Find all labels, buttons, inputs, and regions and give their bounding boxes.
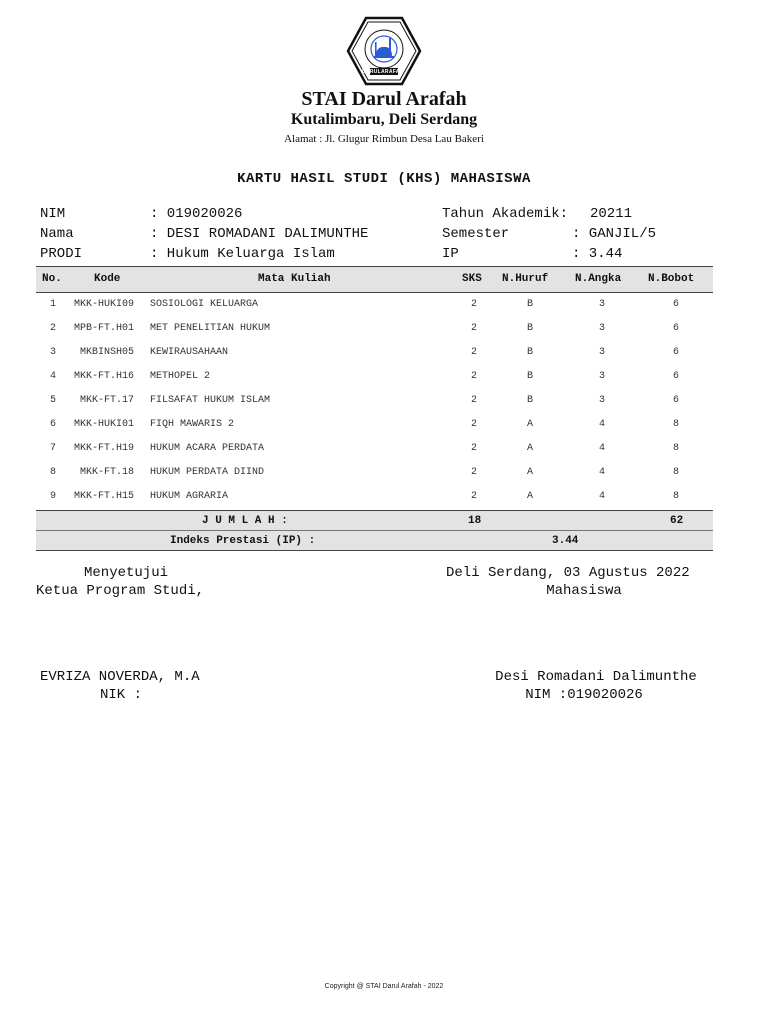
place-date: Deli Serdang, 03 Agustus 2022 [446, 565, 690, 581]
row-n-angka: 3 [598, 395, 605, 406]
row-n-huruf: A [526, 419, 533, 430]
row-mata-kuliah: FIQH MAWARIS 2 [150, 419, 235, 430]
row-n-bobot: 8 [672, 419, 679, 430]
row-n-angka: 4 [598, 491, 605, 502]
row-mata-kuliah: METHOPEL 2 [150, 371, 211, 382]
header-mata-kuliah: Mata Kuliah [258, 273, 331, 285]
table-row [36, 390, 713, 414]
institution-location: Kutalimbaru, Deli Serdang [290, 111, 478, 128]
row-mata-kuliah: HUKUM PERDATA DIIND [150, 467, 265, 478]
row-no: 6 [50, 419, 57, 430]
student-nim: NIM :019020026 [525, 687, 643, 703]
row-n-angka: 4 [598, 443, 605, 454]
row-no: 4 [50, 371, 57, 382]
header-n-huruf: N.Huruf [502, 273, 549, 285]
row-n-huruf: B [526, 323, 533, 334]
row-kode: MKK-FT.18 [74, 467, 135, 478]
row-n-bobot: 8 [672, 467, 679, 478]
ip-row-value: 3.44 [552, 535, 579, 547]
row-mata-kuliah: KEWIRAUSAHAAN [150, 347, 229, 358]
institution-name: STAI Darul Arafah [301, 88, 467, 110]
nim-value: : 019020026 [150, 206, 243, 222]
row-sks: 2 [470, 419, 477, 430]
row-sks: 2 [470, 323, 477, 334]
approval-label: Menyetujui [83, 565, 168, 581]
row-sks: 2 [470, 371, 477, 382]
row-no: 8 [50, 467, 57, 478]
row-kode: MKK-FT.17 [74, 395, 135, 406]
student-role: Mahasiswa [546, 583, 622, 599]
row-n-bobot: 6 [672, 299, 679, 310]
row-sks: 2 [470, 443, 477, 454]
row-sks: 2 [470, 467, 477, 478]
table-row [36, 486, 713, 510]
semester-value: : GANJIL/5 [572, 226, 657, 242]
row-no: 5 [50, 395, 57, 406]
ip-row [36, 530, 713, 551]
header-kode: Kode [94, 273, 121, 285]
row-n-huruf: A [526, 491, 533, 502]
header-no: No. [42, 273, 62, 285]
tahun-value: 20211 [590, 206, 633, 222]
nim-label: NIM [40, 206, 66, 222]
row-mata-kuliah: FILSAFAT HUKUM ISLAM [150, 395, 271, 406]
row-n-huruf: A [526, 467, 533, 478]
nama-label: Nama [40, 226, 74, 242]
row-no: 3 [50, 347, 57, 358]
table-row [36, 294, 713, 318]
institution-address: Alamat : Jl. Glugur Rimbun Desa Lau Bakeri [284, 133, 484, 145]
row-kode: MKK-HUKI01 [74, 419, 135, 430]
table-row [36, 342, 713, 366]
approver-nik: NIK : [100, 687, 143, 703]
table-row [36, 366, 713, 390]
row-n-bobot: 8 [672, 491, 679, 502]
row-n-bobot: 6 [672, 371, 679, 382]
row-n-angka: 4 [598, 467, 605, 478]
row-n-bobot: 6 [672, 347, 679, 358]
table-row [36, 414, 713, 438]
row-n-angka: 3 [598, 299, 605, 310]
approver-title: Ketua Program Studi, [36, 583, 205, 599]
row-n-huruf: A [526, 443, 533, 454]
nama-value: : DESI ROMADANI DALIMUNTHE [150, 226, 369, 242]
row-mata-kuliah: HUKUM ACARA PERDATA [150, 443, 265, 454]
copyright-footer: Copyright @ STAI Darul Arafah - 2022 [324, 983, 444, 990]
row-kode: MPB-FT.H01 [74, 323, 135, 334]
table-row [36, 438, 713, 462]
jumlah-sks: 18 [468, 515, 482, 527]
prodi-label: PRODI [40, 246, 83, 262]
row-n-bobot: 6 [672, 323, 679, 334]
header-sks: SKS [462, 273, 482, 285]
row-n-angka: 4 [598, 419, 605, 430]
document-title: KARTU HASIL STUDI (KHS) MAHASISWA [237, 171, 531, 187]
row-no: 7 [50, 443, 57, 454]
row-n-bobot: 6 [672, 395, 679, 406]
header-n-angka: N.Angka [575, 273, 622, 285]
row-mata-kuliah: MET PENELITIAN HUKUM [150, 323, 271, 334]
ip-value: : 3.44 [572, 246, 623, 262]
grades-table-header [36, 266, 713, 293]
row-n-bobot: 8 [672, 443, 679, 454]
row-n-huruf: B [526, 371, 533, 382]
row-no: 1 [50, 299, 57, 310]
table-row [36, 462, 713, 486]
row-kode: MKK-FT.H19 [74, 443, 135, 454]
approver-name: EVRIZA NOVERDA, M.A [40, 669, 200, 685]
semester-label: Semester [442, 226, 510, 242]
row-kode: MKBINSH05 [74, 347, 135, 358]
row-n-huruf: B [526, 395, 533, 406]
row-sks: 2 [470, 395, 477, 406]
row-no: 2 [50, 323, 57, 334]
header-n-bobot: N.Bobot [648, 273, 695, 285]
row-kode: MKK-FT.H16 [74, 371, 135, 382]
logo-text-bottom: DARULARAFAH [362, 69, 404, 75]
jumlah-bobot: 62 [670, 515, 684, 527]
row-sks: 2 [470, 347, 477, 358]
jumlah-row [36, 510, 713, 530]
ip-row-label: Indeks Prestasi (IP) : [170, 535, 316, 547]
table-row [36, 318, 713, 342]
jumlah-label: J U M L A H : [202, 515, 288, 527]
row-sks: 2 [470, 299, 477, 310]
row-n-angka: 3 [598, 323, 605, 334]
ip-label: IP [442, 246, 459, 262]
prodi-value: : Hukum Keluarga Islam [150, 246, 335, 262]
row-kode: MKK-FT.H15 [74, 491, 135, 502]
row-n-angka: 3 [598, 371, 605, 382]
student-name: Desi Romadani Dalimunthe [495, 669, 697, 685]
institution-logo [346, 16, 422, 86]
row-kode: MKK-HUKI09 [74, 299, 135, 310]
row-mata-kuliah: HUKUM AGRARIA [150, 491, 229, 502]
row-n-huruf: B [526, 299, 533, 310]
row-mata-kuliah: SOSIOLOGI KELUARGA [150, 299, 259, 310]
row-n-huruf: B [526, 347, 533, 358]
row-sks: 2 [470, 491, 477, 502]
row-no: 9 [50, 491, 57, 502]
tahun-label: Tahun Akademik: [442, 206, 569, 222]
row-n-angka: 3 [598, 347, 605, 358]
